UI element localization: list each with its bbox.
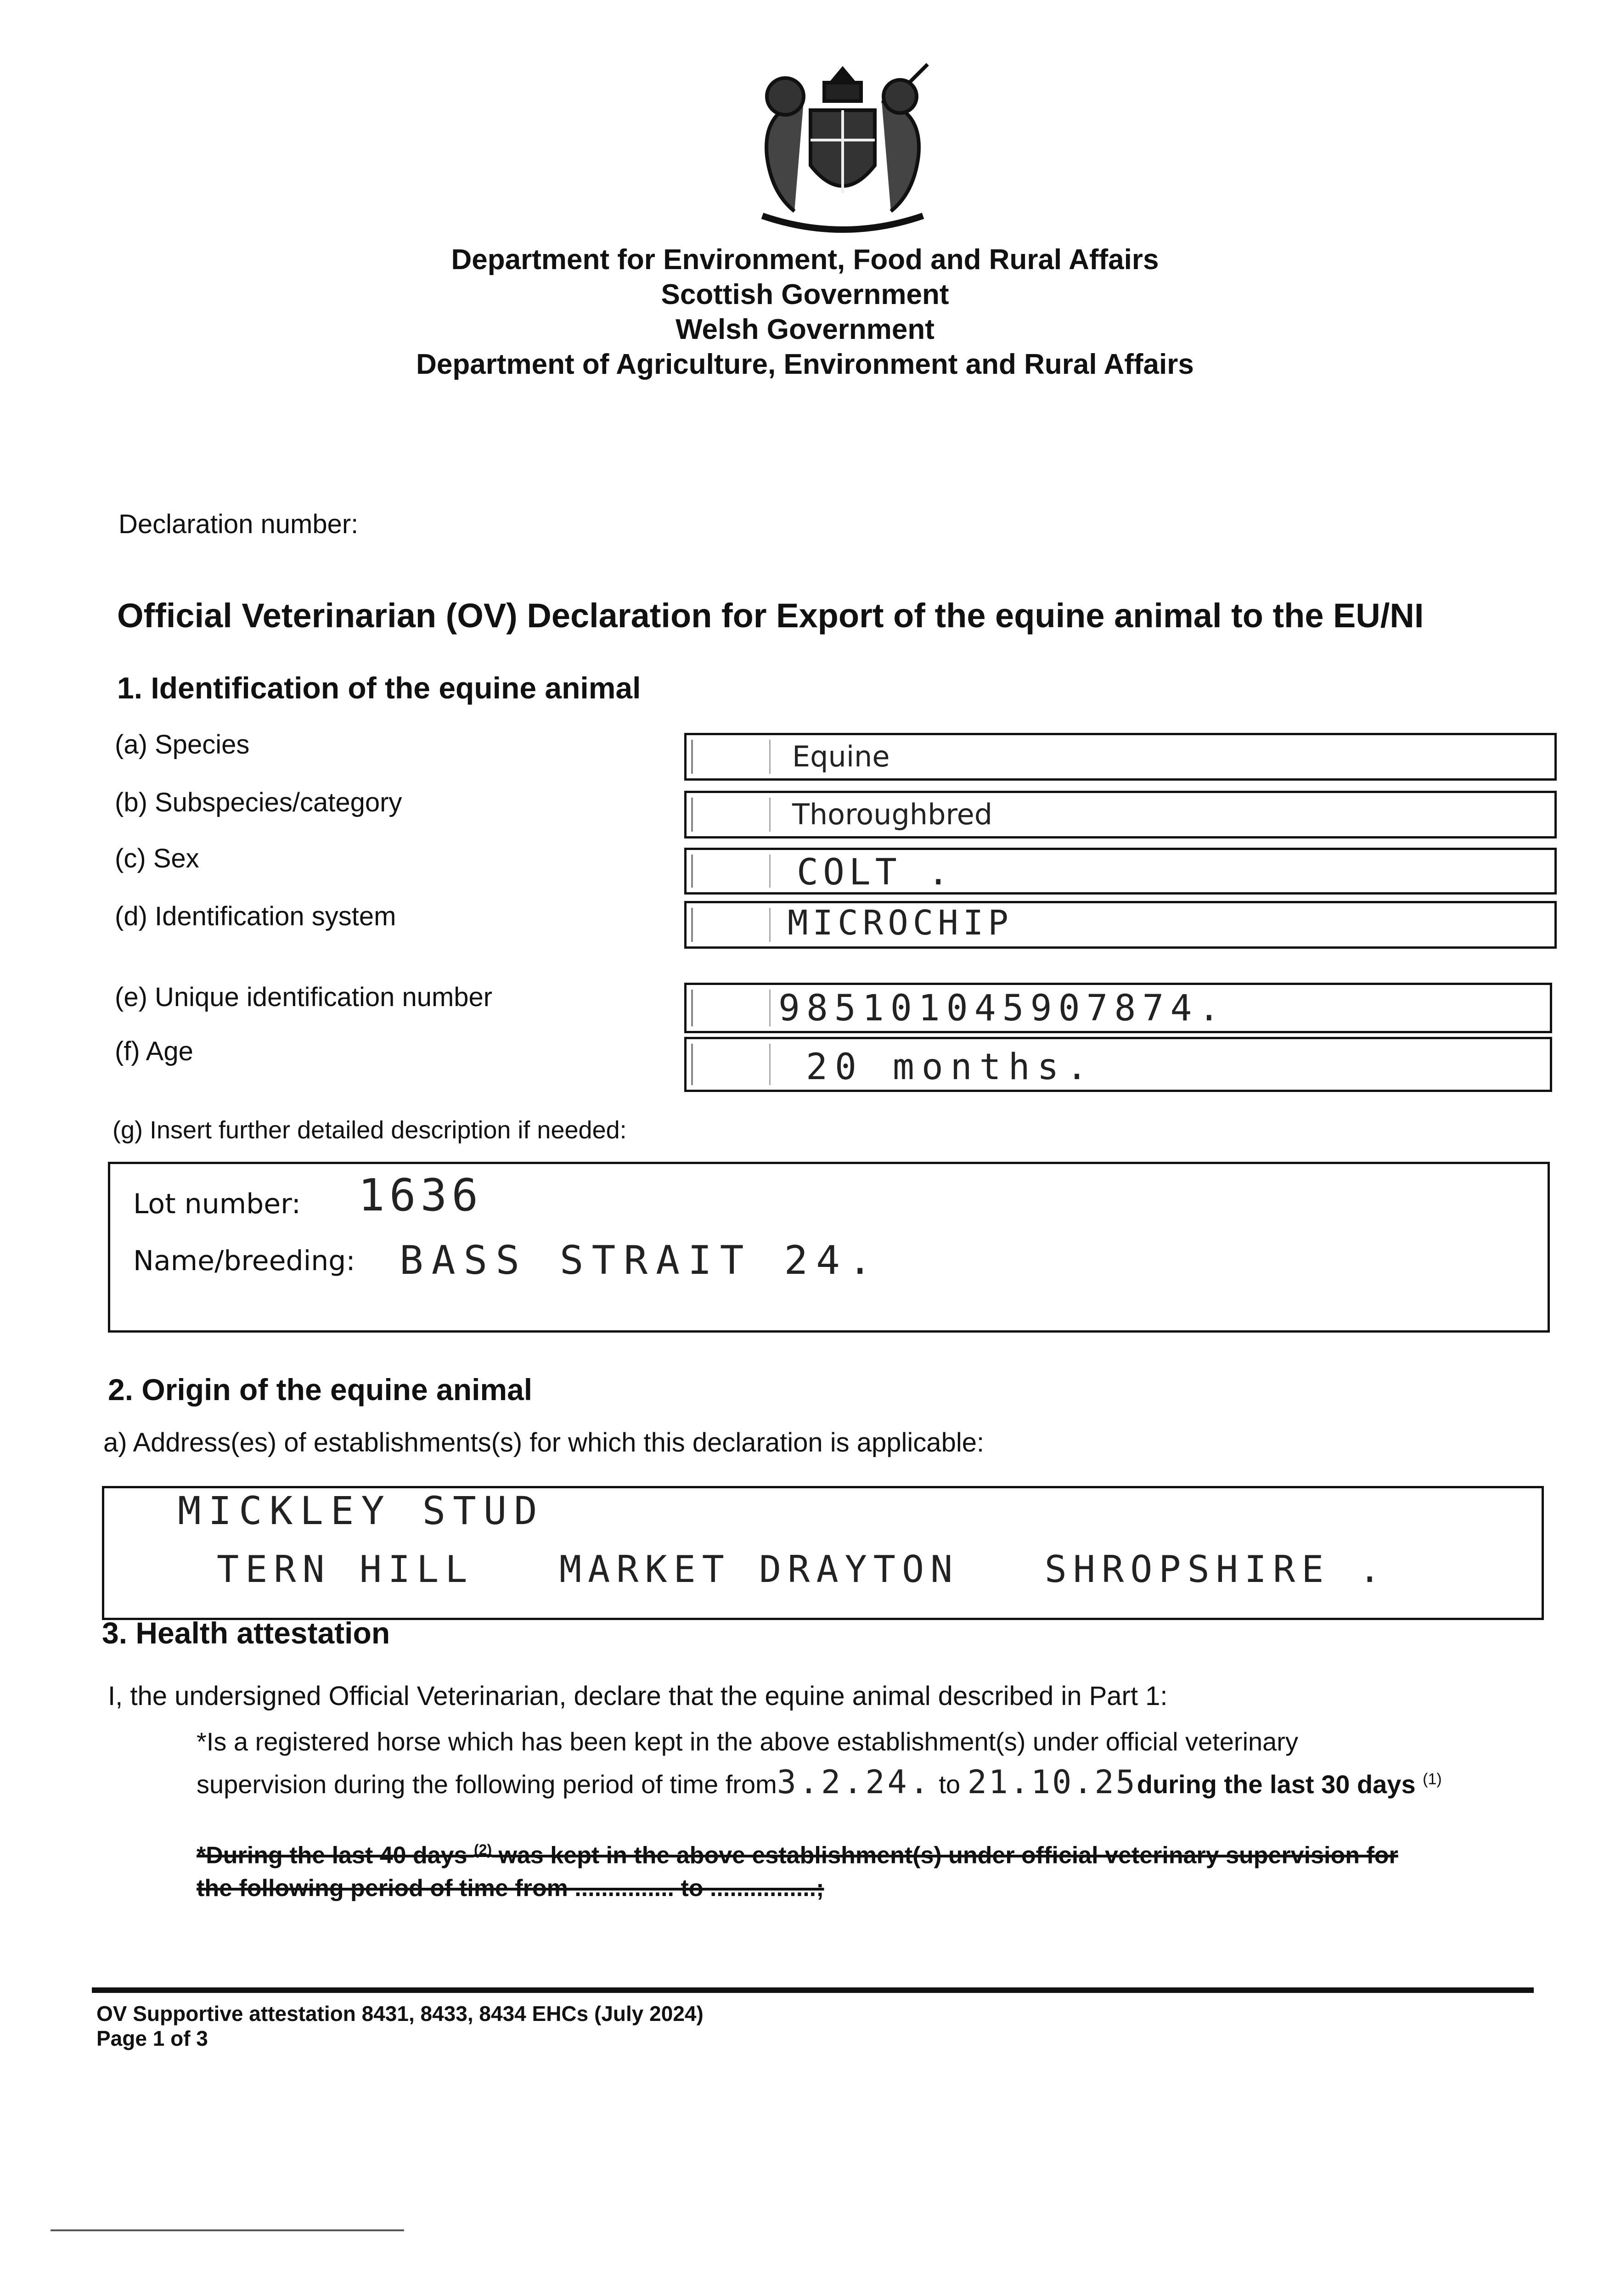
date-to-value: 21.10.25 — [967, 1763, 1137, 1801]
unique-id-label: (e) Unique identification number — [115, 982, 493, 1012]
further-description-box[interactable] — [108, 1162, 1550, 1333]
strikethrough-line-2: the following period of time from ............... to ................; — [197, 1875, 824, 1902]
footer-reference: OV Supportive attestation 8431, 8433, 8434 EHCs (July 2024) — [96, 2002, 704, 2026]
further-description-label: (g) Insert further detailed description if needed: — [113, 1116, 627, 1144]
subspecies-field[interactable] — [684, 791, 1557, 838]
department-name-1: Department for Environment, Food and Rural Affairs — [451, 244, 1159, 276]
lot-number-value: 1636 — [358, 1170, 483, 1221]
age-field[interactable] — [684, 1037, 1552, 1092]
species-field[interactable] — [684, 733, 1557, 781]
age-label: (f) Age — [115, 1036, 193, 1066]
address-label: a) Address(es) of establishments(s) for which this declaration is applicable: — [103, 1428, 985, 1458]
department-name-3: Welsh Government — [676, 314, 934, 345]
address-line-1: MICKLEY STUD — [178, 1488, 545, 1533]
declaration-number-label: Declaration number: — [118, 509, 359, 539]
strikethrough-line-1 — [197, 1841, 1398, 1869]
name-breeding-value: BASS STRAIT 24. — [400, 1238, 880, 1283]
last-40-days-text: *During the last 40 days — [197, 1842, 467, 1869]
unique-id-value: 985101045907874. — [778, 988, 1227, 1029]
unique-id-field[interactable] — [684, 983, 1552, 1033]
to-word: to — [939, 1770, 961, 1799]
sex-value: COLT . — [797, 852, 954, 893]
section-1-heading: 1. Identification of the equine animal — [117, 671, 641, 705]
identification-system-label: (d) Identification system — [115, 901, 396, 931]
bottom-rule — [51, 2229, 404, 2231]
page-number: Page 1 of 3 — [96, 2026, 208, 2050]
department-name-4: Department of Agriculture, Environment and Rural Affairs — [416, 349, 1194, 380]
species-label: (a) Species — [115, 730, 250, 760]
date-from-value: 3.2.24. — [777, 1763, 932, 1801]
identification-system-field[interactable] — [684, 901, 1557, 949]
footer-divider — [92, 1987, 1534, 1993]
section-2-heading: 2. Origin of the equine animal — [108, 1373, 533, 1407]
identification-system-value: MICROCHIP — [788, 903, 1013, 943]
age-value: 20 months. — [806, 1047, 1095, 1088]
footnote-2-marker: (2) — [473, 1841, 492, 1858]
kept-text: was kept in the above establishment(s) under official veterinary supervision for — [498, 1842, 1398, 1869]
species-value: Equine — [792, 740, 890, 773]
health-intro: I, the undersigned Official Veterinarian, declare that the equine animal described in Part 1: — [108, 1681, 1168, 1711]
department-name-2: Scottish Government — [661, 279, 949, 310]
address-box[interactable] — [102, 1486, 1544, 1620]
attestation-period-text: supervision during the following period of time from — [197, 1770, 777, 1799]
last-30-days-text: during the last 30 days — [1137, 1770, 1416, 1799]
sex-field[interactable] — [684, 848, 1557, 895]
royal-coat-of-arms-logo — [735, 60, 951, 239]
subspecies-label: (b) Subspecies/category — [115, 788, 402, 817]
footnote-1-marker: (1) — [1423, 1770, 1442, 1788]
sex-label: (c) Sex — [115, 844, 199, 873]
lot-number-label: Lot number: — [133, 1188, 301, 1220]
address-line-2: TERN HILL MARKET DRAYTON SHROPSHIRE . — [217, 1548, 1387, 1591]
subspecies-value: Thoroughbred — [792, 798, 993, 831]
attestation-line-2 — [197, 1763, 1442, 1801]
section-3-heading: 3. Health attestation — [102, 1616, 390, 1650]
name-breeding-label: Name/breeding: — [133, 1245, 355, 1277]
attestation-line-1: *Is a registered horse which has been kept in the above establishment(s) under official veterinary — [197, 1727, 1298, 1756]
page-title: Official Veterinarian (OV) Declaration for Export of the equine animal to the EU/NI — [117, 597, 1424, 635]
